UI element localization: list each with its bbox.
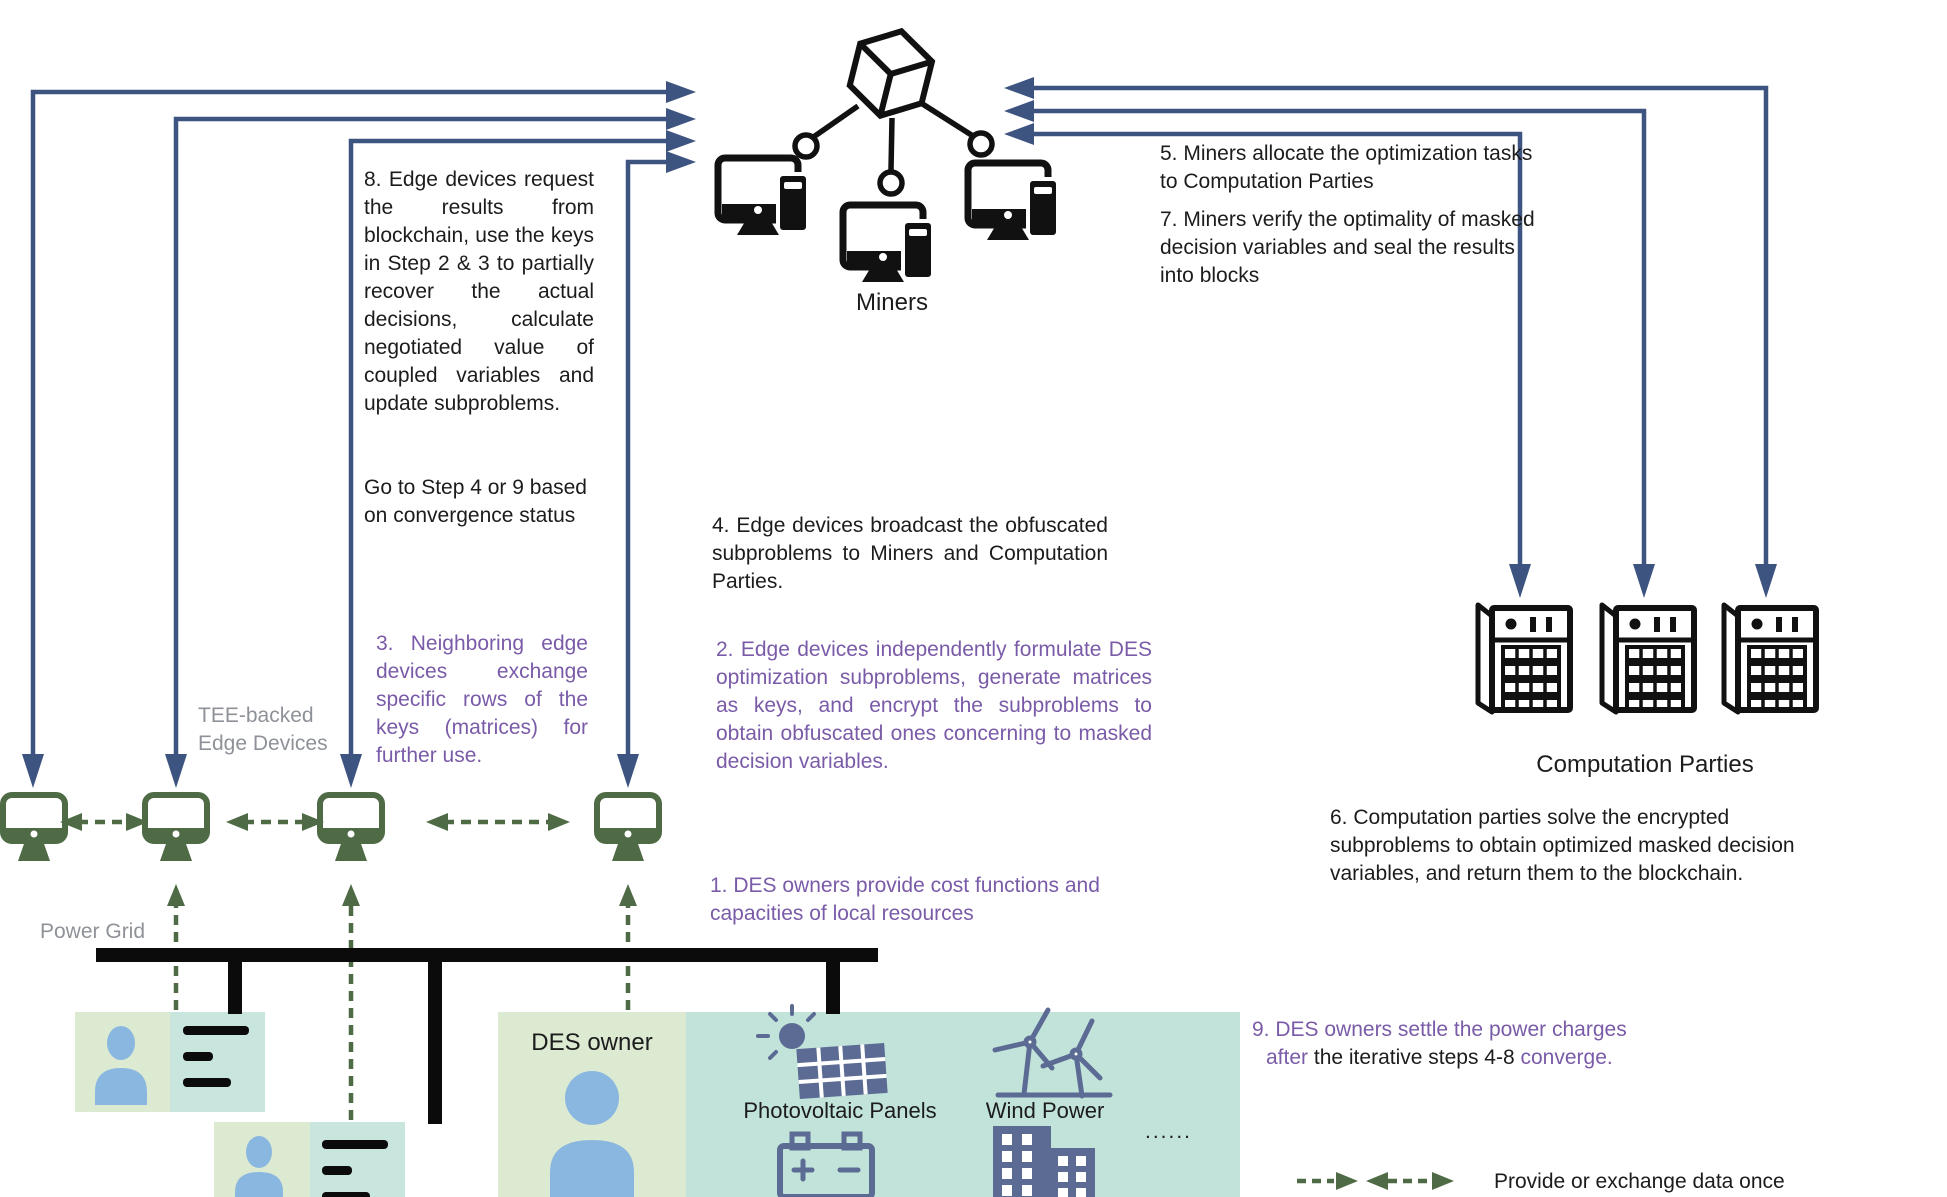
step-9-after: after (1266, 1046, 1309, 1069)
step-5-text: 5. Miners allocate the optimization tasks to Computation Parties (1160, 142, 1533, 193)
miner-links (795, 103, 992, 194)
server-icon (1724, 605, 1816, 712)
step-9-converge: converge. (1520, 1046, 1613, 1069)
step-9-text (1252, 1016, 1712, 1072)
tee-label-line1: TEE-backed (198, 704, 314, 727)
miner-computer-icon (843, 205, 933, 282)
step-1-text: 1. DES owners provide cost functions and capacities of local resources (710, 874, 1100, 925)
legend-dashed-arrows (1297, 1172, 1454, 1190)
edge-device-monitor-icon (320, 795, 382, 861)
more-resources-ellipsis: ...... (1145, 1120, 1193, 1143)
edge-device-monitor-icon (597, 795, 659, 861)
miners-label: Miners (855, 289, 928, 316)
step-8-text: 8. Edge devices request the results from blockchain, use the keys in Step 2 & 3 to partially recover the actual decisions, calculate negotiated value of coupled variables and update subproblems. (364, 168, 594, 415)
tee-label-line2: Edge Devices (198, 732, 328, 755)
step-9-line1: 9. DES owners settle the power charges (1252, 1018, 1627, 1041)
owner-to-device-arrowheads (167, 884, 637, 906)
server-icon (1602, 605, 1694, 712)
edge-device-monitor-icon (3, 795, 65, 861)
miner-computer-icon (718, 158, 808, 235)
step-6-text: 6. Computation parties solve the encrypted subproblems to obtain optimized masked decision variables, and return them to the blockchain. (1330, 806, 1795, 885)
computation-parties-label: Computation Parties (1536, 751, 1754, 778)
miner-computer-icon (968, 163, 1058, 240)
arrowheads-left-group (22, 81, 696, 788)
photovoltaic-label: Photovoltaic Panels (743, 1098, 937, 1123)
wind-power-label: Wind Power (985, 1098, 1105, 1123)
step-9-mid: the iterative steps 4-8 (1308, 1046, 1521, 1069)
power-grid-label: Power Grid (40, 920, 146, 943)
des-owner-label: DES owner (531, 1029, 653, 1056)
step-9-line2 (1252, 1044, 1712, 1072)
edge-device-monitor-icon (145, 795, 207, 861)
step-3-text: 3. Neighboring edge devices exchange specific rows of the keys (matrices) for further use. (376, 632, 588, 767)
blockchain-cube-icon (844, 22, 937, 124)
step-8-goto-text: Go to Step 4 or 9 based on convergence status (364, 476, 587, 527)
server-icon (1478, 605, 1570, 712)
legend-label: Provide or exchange data once (1494, 1170, 1785, 1193)
device-exchange-arrowheads (60, 813, 570, 831)
tee-edge-devices-label (198, 702, 398, 758)
step-7-text: 7. Miners verify the optimality of masked decision variables and seal the results into blocks (1160, 208, 1535, 287)
step-2-text: 2. Edge devices independently formulate DES optimization subproblems, generate matrices as keys, and encrypt the subproblems to obtain obfuscated ones concerning to masked decision variables. (716, 638, 1152, 773)
step-4-text: 4. Edge devices broadcast the obfuscated subproblems to Miners and Computation Parties. (712, 514, 1108, 593)
